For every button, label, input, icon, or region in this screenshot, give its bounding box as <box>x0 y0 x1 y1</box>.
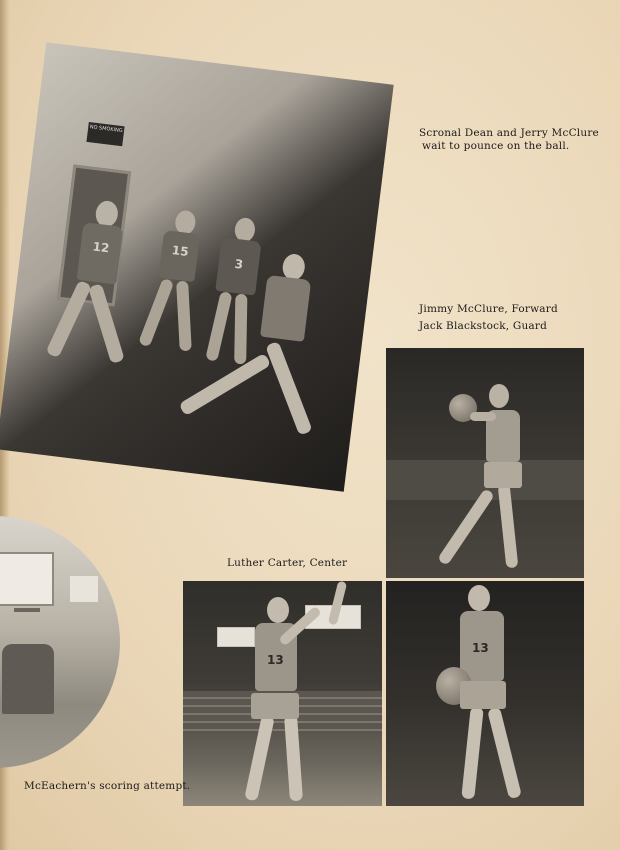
jersey-number: 13 <box>472 641 489 655</box>
photo-jimmy-mcclure <box>386 348 584 578</box>
player-arm <box>470 412 496 421</box>
player-leg <box>138 278 174 348</box>
caption-jimmy-mcclure: Jimmy McClure, Forward <box>419 303 558 315</box>
photo-mceachern-scoring <box>0 516 120 768</box>
player-head <box>489 384 509 408</box>
caption-jack-blackstock: Jack Blackstock, Guard <box>419 320 548 332</box>
caption-luther-carter: Luther Carter, Center <box>227 557 348 569</box>
player-head <box>267 597 289 623</box>
no-smoking-sign: NO SMOKING <box>86 122 124 146</box>
jersey-number: 12 <box>91 239 111 256</box>
player-shorts <box>484 462 522 488</box>
photo-jack-blackstock <box>386 581 584 806</box>
photo-players-wait-for-ball <box>0 42 394 492</box>
player-jersey <box>260 275 311 342</box>
players-group <box>2 644 54 714</box>
jersey-number: 13 <box>267 653 284 667</box>
caption-mceachern: McEachern's scoring attempt. <box>24 780 191 792</box>
player-shorts <box>251 693 299 719</box>
gym-window <box>217 627 255 647</box>
player-shorts <box>460 681 506 709</box>
player-leg <box>205 291 232 362</box>
caption-dean-mcclure-line2: wait to pounce on the ball. <box>422 140 570 152</box>
photo-luther-carter <box>183 581 382 806</box>
player-leg <box>265 341 312 436</box>
wall-window <box>70 576 98 602</box>
basket-rim <box>14 608 40 612</box>
player-leg <box>178 353 271 417</box>
player-leg <box>234 294 247 364</box>
player-leg <box>176 281 192 352</box>
player-leg <box>487 707 522 799</box>
backboard <box>0 552 54 606</box>
player-leg <box>461 707 484 800</box>
jersey-number: 3 <box>233 256 244 272</box>
player-head <box>468 585 490 611</box>
caption-dean-mcclure-line1: Scronal Dean and Jerry McClure <box>419 127 599 139</box>
jersey-number: 15 <box>171 243 190 260</box>
